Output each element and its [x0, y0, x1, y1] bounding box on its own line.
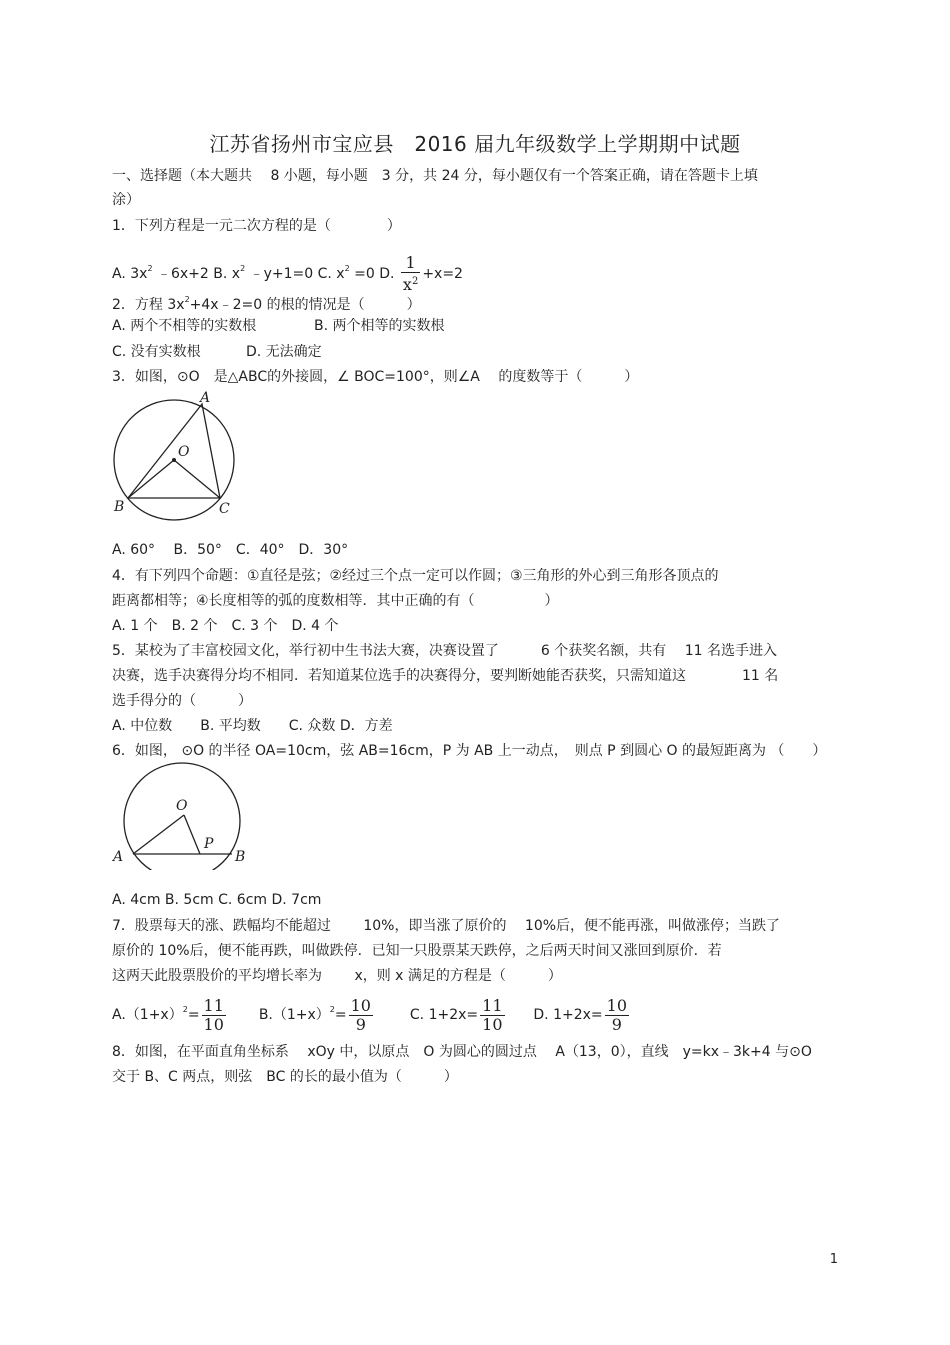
- section-heading-line2: 涂）: [112, 192, 140, 208]
- q6-circle-figure: [108, 762, 253, 870]
- q2-option-d: D. 无法确定: [246, 344, 322, 360]
- q3-options: A. 60° B．50° C．40° D．30°: [112, 542, 349, 558]
- q5-line1: 5．某校为了丰富校园文化，举行初中生书法大赛，决赛设置了 6 个获奖名额，共有 11 名选手进入: [112, 643, 777, 659]
- center-point-o: [172, 458, 176, 462]
- segment-ob: [128, 460, 174, 498]
- q2-option-a: A. 两个不相等的实数根: [112, 318, 257, 334]
- label-b: B: [235, 849, 246, 865]
- q4-line2: 距离都相等；④长度相等的弧的度数相等．其中正确的有（ ）: [112, 593, 559, 609]
- label-b: B: [114, 499, 125, 515]
- superscript: 2: [147, 264, 153, 273]
- q1-stem: 1．下列方程是一元二次方程的是（ ）: [112, 218, 401, 234]
- page-title: 江苏省扬州市宝应县 2016 届九年级数学上学期期中试题: [209, 132, 741, 156]
- label-p: P: [204, 836, 214, 852]
- q7-option-a: $A.(1+x)^2=$ $\frac{11}{10}$: [112, 995, 224, 1034]
- label-o: O: [176, 798, 188, 814]
- q4-options: A. 1 个 B. 2 个 C. 3 个 D. 4 个: [112, 618, 339, 634]
- q5-line2: 决赛，选手决赛得分均不相同．若知道某位选手的决赛得分，要判断她能否获奖，只需知道这 11 名: [112, 668, 779, 684]
- q7-line2: 原价的 10%后，便不能再跌，叫做跌停．已知一只股票某天跌停，之后两天时间又涨回到原价．若: [112, 943, 722, 959]
- label-c: C: [219, 501, 230, 517]
- q8-line1: 8．如图，在平面直角坐标系 xOy 中，以原点 O 为圆心的圆过点 A（13，0），直线 y=kx﹣3k+4 与⊙O: [112, 1044, 812, 1060]
- q6-stem: 6．如图， ⊙O 的半径 OA=10cm，弦 AB=16cm，P 为 AB 上一动点， 则点 P 到圆心 O 的最短距离为 （ ）: [112, 743, 827, 759]
- fraction-denominator: $x^2$: [402, 275, 419, 294]
- q1-option-d-fraction: [401, 254, 420, 294]
- q7-options: [112, 992, 631, 1034]
- q1-option-d-text: =0 D.: [349, 266, 395, 282]
- triangle-abc: [128, 404, 220, 498]
- section-heading-line1: 一、选择题（本大题共 8 小题，每小题 3 分，共 24 分，每小题仅有一个答案正确，请在答题卡上填: [112, 168, 758, 184]
- q2-option-b: B. 两个相等的实数根: [314, 318, 445, 334]
- q1-option-d-tail: +x=2: [422, 266, 463, 282]
- q1-option-a-text: A. 3x: [112, 266, 148, 282]
- superscript: 2: [344, 264, 350, 273]
- q7-option-b: $B.(1+x)^2=$ $\frac{10}{9}$: [258, 995, 371, 1034]
- q7-option-d: D. 1+2x= $\frac{10}{9}$: [533, 995, 628, 1034]
- q1-option-c-text: ﹣y+1=0 C. x: [245, 266, 345, 282]
- label-o: O: [178, 444, 190, 460]
- q7-option-c: C. 1+2x= $\frac{11}{10}$: [409, 995, 503, 1034]
- q5-line3: 选手得分的（ ）: [112, 693, 252, 709]
- page-number: 1: [829, 1252, 838, 1267]
- q7-line3: 这两天此股票股价的平均增长率为 x，则 x 满足的方程是（ ）: [112, 968, 562, 984]
- q4-line1: 4．有下列四个命题：①直径是弦；②经过三个点一定可以作圆；③三角形的外心到三角形各顶点的: [112, 568, 719, 584]
- q1-options: [112, 254, 463, 294]
- q5-options: A. 中位数 B. 平均数 C. 众数 D．方差: [112, 718, 393, 734]
- q7-line1: 7．股票每天的涨、跌幅均不能超过 10%，即当涨了原价的 10%后，便不能再涨，叫做涨停；当跌了: [112, 918, 781, 934]
- q2-stem: 2．方程 $3x^2+4x﹣2=0$ 的根的情况是（ ）: [112, 295, 421, 313]
- fraction-numerator: 1: [401, 254, 420, 273]
- segment-op: [184, 815, 200, 854]
- label-a: A: [200, 390, 211, 406]
- segment-oc: [174, 460, 220, 498]
- segment-oa: [133, 815, 184, 854]
- q3-stem: 3．如图，⊙O 是△ABC的外接圆，∠ BOC=100°，则∠A 的度数等于（ ）: [112, 369, 639, 385]
- q6-options: A. 4cm B. 5cm C. 6cm D. 7cm: [112, 892, 322, 908]
- q1-option-b-text: ﹣6x+2 B. x: [152, 266, 241, 282]
- q8-line2: 交于 B、C 两点，则弦 BC 的长的最小值为（ ）: [112, 1069, 458, 1085]
- label-a: A: [113, 849, 124, 865]
- q2-option-c: C. 没有实数根: [112, 344, 201, 360]
- superscript: 2: [240, 264, 246, 273]
- q3-circle-figure: [108, 390, 243, 525]
